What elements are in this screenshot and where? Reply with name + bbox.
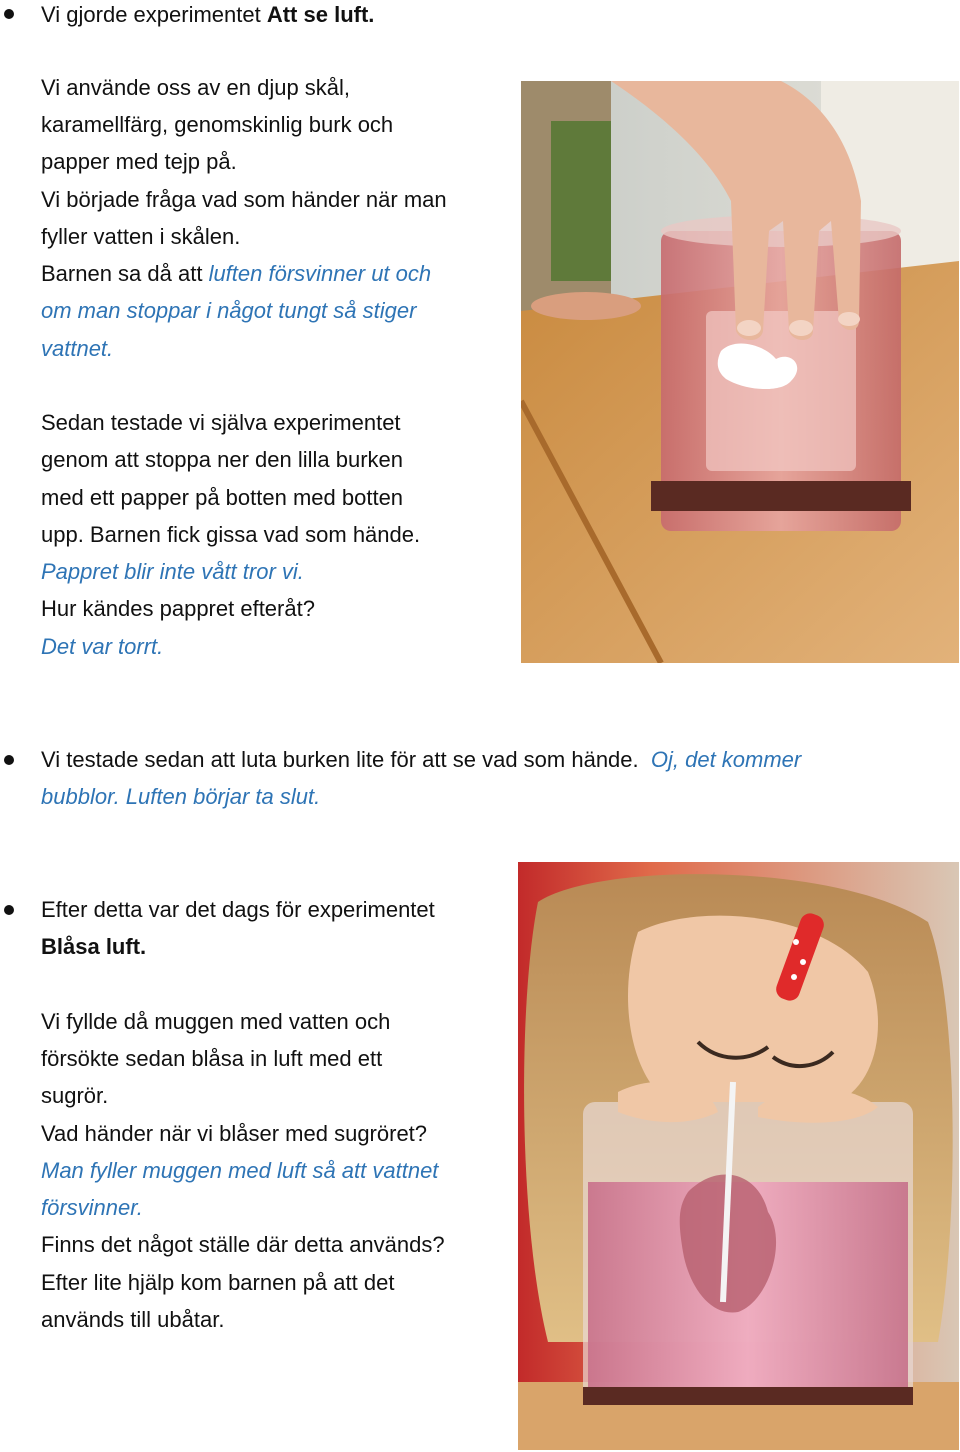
- bullet-3: [4, 905, 14, 915]
- text-line: Vi fyllde då muggen med vatten och: [41, 1009, 391, 1034]
- para-luta-burken-line-1: Vi testade sedan att luta burken lite för att se vad som hände. Oj, det kommer: [41, 747, 802, 772]
- text-line: Efter detta var det dags för experimentet: [41, 897, 435, 922]
- text-line: fyller vatten i skålen.: [41, 224, 241, 249]
- text-line: sugrör.: [41, 1083, 109, 1108]
- text-line: Barnen sa då att luften försvinner ut och: [41, 261, 432, 286]
- bullet-1: [4, 9, 14, 19]
- girl-illustration: [518, 862, 959, 1450]
- text-line: upp. Barnen fick gissa vad som hände.: [41, 522, 421, 547]
- text-line: Hur kändes pappret efteråt?: [41, 596, 315, 621]
- text-line: papper med tejp på.: [41, 149, 237, 174]
- highlight-line: Man fyller muggen med luft så att vattnet: [41, 1158, 439, 1183]
- text-line: med ett papper på botten med botten: [41, 485, 404, 510]
- para-att-se-luft-line-1: Vi gjorde experimentet Att se luft.: [41, 2, 375, 27]
- highlight-line: bubblor. Luften börjar ta slut.: [41, 784, 321, 809]
- text-line: försökte sedan blåsa in luft med ett: [41, 1046, 383, 1071]
- highlight-line: om man stoppar i något tungt så stiger: [41, 298, 417, 323]
- text-line: Vi började fråga vad som händer när man: [41, 187, 447, 212]
- highlight-line: vattnet.: [41, 336, 114, 361]
- highlight-line: Pappret blir inte vått tror vi.: [41, 559, 304, 584]
- text-line: Sedan testade vi själva experimentet: [41, 410, 401, 435]
- experiment-title-blasa-luft: Blåsa luft.: [41, 934, 147, 959]
- text-line: karamellfärg, genomskinlig burk och: [41, 112, 394, 137]
- photo-girl-blowing-straw: [518, 862, 959, 1450]
- text-line: Finns det något ställe där detta används?: [41, 1232, 445, 1257]
- text-line: används till ubåtar.: [41, 1307, 225, 1332]
- highlight-line: försvinner.: [41, 1195, 143, 1220]
- text-line: Efter lite hjälp kom barnen på att det: [41, 1270, 395, 1295]
- text-line: Vad händer när vi blåser med sugröret?: [41, 1121, 428, 1146]
- text-line: genom att stoppa ner den lilla burken: [41, 447, 404, 472]
- photo-cup-experiment: [521, 81, 959, 663]
- highlight-line: Det var torrt.: [41, 634, 164, 659]
- cup-illustration: [521, 81, 959, 663]
- bullet-2: [4, 755, 14, 765]
- text-line: Vi använde oss av en djup skål,: [41, 75, 351, 100]
